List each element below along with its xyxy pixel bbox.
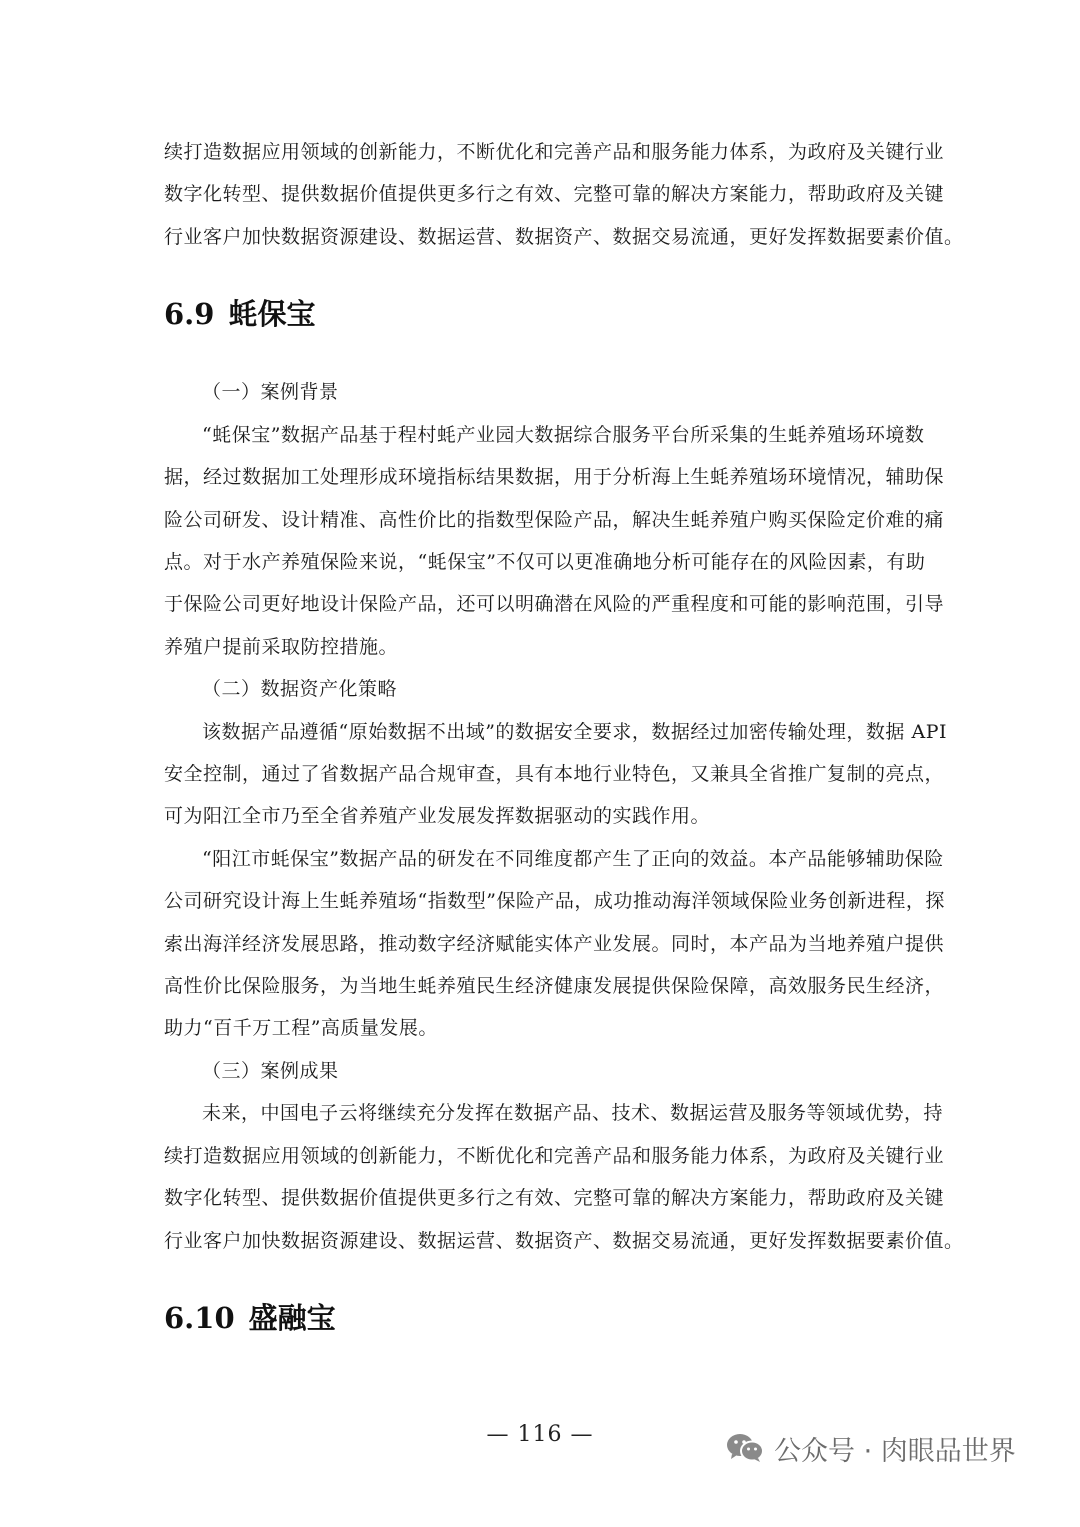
section-title: 蚝保宝 bbox=[228, 297, 316, 331]
para3-line-3: 索出海洋经济发展思路，推动数字经济赋能实体产业发展。同时，本产品为当地养殖户提供 bbox=[164, 933, 945, 955]
para1-line-5: 于保险公司更好地设计保险产品，还可以明确潜在风险的严重程度和可能的影响范围，引导 bbox=[164, 593, 945, 615]
intro-line-2: 数字化转型、提供数据价值提供更多行之有效、完整可靠的解决方案能力，帮助政府及关键 bbox=[164, 183, 945, 205]
para1-line-3: 险公司研发、设计精准、高性价比的指数型保险产品，解决生蚝养殖户购买保险定价难的痛 bbox=[164, 509, 945, 531]
subheading-results: （三）案例成果 bbox=[202, 1060, 339, 1082]
intro-line-3: 行业客户加快数据资源建设、数据运营、数据资产、数据交易流通，更好发挥数据要素价值。 bbox=[164, 226, 964, 248]
para2-line-2: 安全控制，通过了省数据产品合规审查，具有本地行业特色，又兼具全省推广复制的亮点， bbox=[164, 763, 945, 785]
para4-line-1: 未来，中国电子云将继续充分发挥在数据产品、技术、数据运营及服务等领域优势，持 bbox=[202, 1102, 944, 1124]
para3-line-1: “阳江市蚝保宝”数据产品的研发在不同维度都产生了正向的效益。本产品能够辅助保险 bbox=[202, 848, 944, 870]
section-number: 6.9 bbox=[164, 297, 215, 331]
subheading-background: （一）案例背景 bbox=[202, 381, 339, 403]
para1-line-2: 据，经过数据加工处理形成环境指标结果数据，用于分析海上生蚝养殖场环境情况，辅助保 bbox=[164, 466, 945, 488]
section-heading-6-9 bbox=[164, 296, 315, 332]
watermark-text: 公众号 · 肉眼品世界 bbox=[774, 1435, 1016, 1467]
para1-line-4: 点。对于水产养殖保险来说，“蚝保宝”不仅可以更准确地分析可能存在的风险因素，有助 bbox=[164, 551, 926, 573]
watermark bbox=[726, 1428, 1016, 1468]
para2-line-1: 该数据产品遵循“原始数据不出域”的数据安全要求，数据经过加密传输处理，数据 API bbox=[202, 721, 947, 743]
para1-line-6: 养殖户提前采取防控措施。 bbox=[164, 636, 399, 658]
intro-line-1: 续打造数据应用领域的创新能力，不断优化和完善产品和服务能力体系，为政府及关键行业 bbox=[164, 141, 945, 163]
para1-line-1: “蚝保宝”数据产品基于程村蚝产业园大数据综合服务平台所采集的生蚝养殖场环境数 bbox=[202, 424, 925, 446]
section-number: 6.10 bbox=[164, 1301, 235, 1335]
page-number: — 116 — bbox=[486, 1422, 594, 1447]
section-title: 盛融宝 bbox=[248, 1301, 336, 1335]
para3-line-4: 高性价比保险服务，为当地生蚝养殖民生经济健康发展提供保险保障，高效服务民生经济， bbox=[164, 975, 945, 997]
para3-line-2: 公司研究设计海上生蚝养殖场“指数型”保险产品，成功推动海洋领域保险业务创新进程，探 bbox=[164, 890, 945, 912]
para4-line-3: 数字化转型、提供数据价值提供更多行之有效、完整可靠的解决方案能力，帮助政府及关键 bbox=[164, 1187, 945, 1209]
wechat-icon bbox=[726, 1432, 764, 1464]
para4-line-2: 续打造数据应用领域的创新能力，不断优化和完善产品和服务能力体系，为政府及关键行业 bbox=[164, 1145, 945, 1167]
para2-line-3: 可为阳江全市乃至全省养殖产业发展发挥数据驱动的实践作用。 bbox=[164, 805, 711, 827]
subheading-strategy: （二）数据资产化策略 bbox=[202, 678, 398, 700]
section-heading-6-10 bbox=[164, 1300, 336, 1336]
para3-line-5: 助力“百千万工程”高质量发展。 bbox=[164, 1017, 438, 1039]
para4-line-4: 行业客户加快数据资源建设、数据运营、数据资产、数据交易流通，更好发挥数据要素价值。 bbox=[164, 1230, 964, 1252]
